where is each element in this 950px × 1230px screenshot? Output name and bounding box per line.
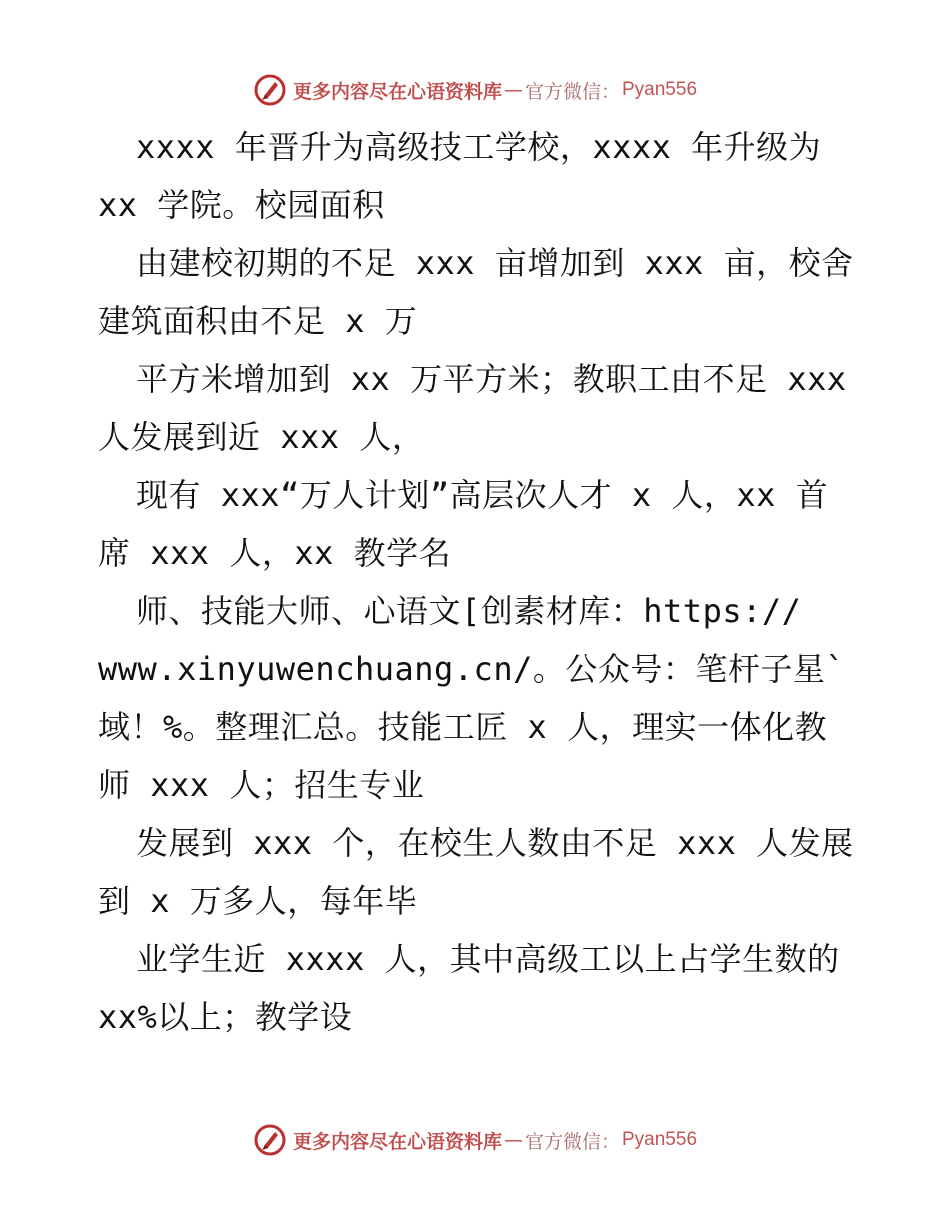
body-line: 师 xxx 人；招生专业 [98, 766, 425, 804]
red-seal-icon [253, 1123, 287, 1157]
wechat-id: Pyan556 [622, 1129, 698, 1150]
wechat-label: 官方微信： [524, 1130, 620, 1153]
library-slogan: 更多内容尽在心语资料库 [292, 80, 502, 103]
banner-dash: — [503, 1129, 523, 1151]
body-line: www.xinyuwenchuang.cn/。公众号：笔杆子星` [98, 650, 846, 688]
document-body [98, 118, 878, 1046]
body-line: 建筑面积由不足 x 万 [98, 302, 418, 340]
body-line: xxxx 年晋升为高级技工学校，xxxx 年升级为 [136, 128, 822, 166]
body-line: 域！%。整理汇总。技能工匠 x 人，理实一体化教 [98, 708, 828, 746]
wechat-id: Pyan556 [622, 79, 698, 100]
body-line: 到 x 万多人，每年毕 [98, 882, 418, 920]
banner-dash: — [503, 79, 523, 101]
body-line: 人发展到近 xxx 人， [98, 418, 425, 456]
footer-banner [0, 1120, 950, 1160]
body-line: 平方米增加到 xx 万平方米；教职工由不足 xxx [136, 360, 847, 398]
body-line: 业学生近 xxxx 人，其中高级工以上占学生数的 [136, 940, 840, 978]
body-line: 师、技能大师、心语文[创素材库：https:// [136, 592, 802, 630]
body-line: 由建校初期的不足 xxx 亩增加到 xxx 亩，校舍 [136, 244, 854, 282]
body-line: xx 学院。校园面积 [98, 186, 385, 224]
body-line: 席 xxx 人，xx 教学名 [98, 534, 452, 572]
wechat-label: 官方微信： [524, 80, 620, 103]
body-line: 现有 xxx“万人计划”高层次人才 x 人，xx 首 [136, 476, 829, 514]
body-line: 发展到 xxx 个，在校生人数由不足 xxx 人发展 [136, 824, 854, 862]
library-slogan: 更多内容尽在心语资料库 [292, 1130, 502, 1153]
body-line: xx%以上；教学设 [98, 998, 353, 1036]
red-seal-icon [253, 73, 287, 107]
header-banner [0, 70, 950, 110]
